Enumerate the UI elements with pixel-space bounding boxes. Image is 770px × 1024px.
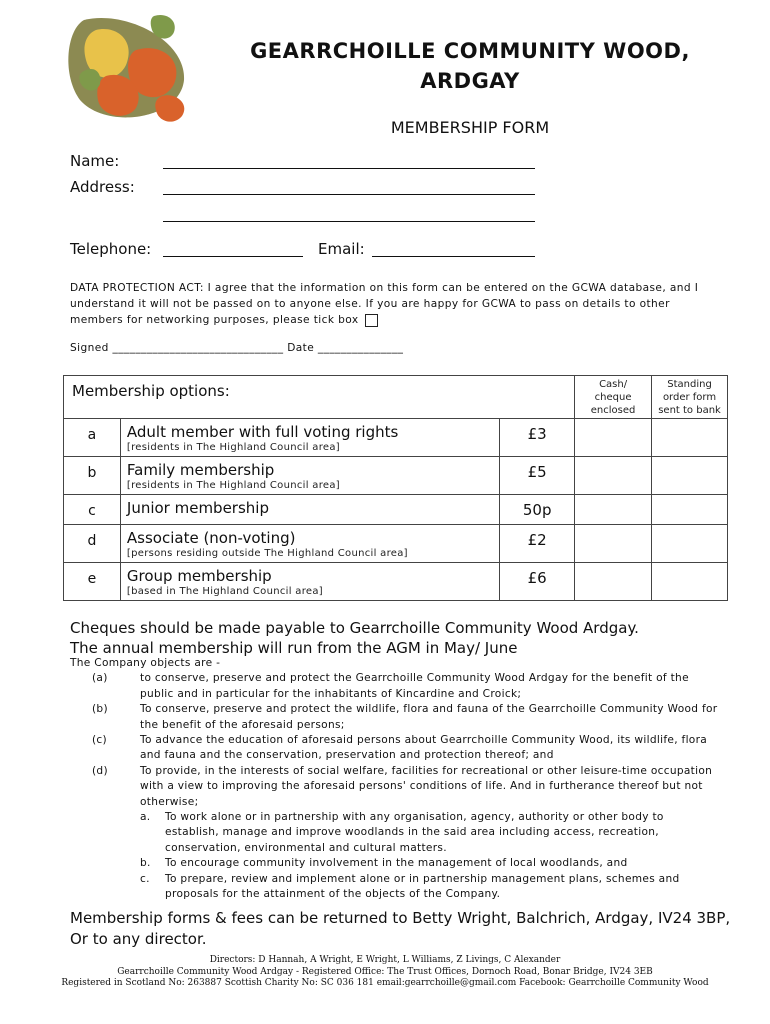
option-title: Associate (non-voting) — [126, 529, 296, 547]
cash-cheque-cell[interactable] — [575, 525, 652, 563]
column-standing-line-3: sent to bank — [658, 405, 721, 416]
option-description — [120, 457, 499, 495]
option-price: £3 — [500, 419, 575, 457]
standing-order-cell[interactable] — [652, 495, 728, 525]
object-text: to conserve, preserve and protect the Gearrchoille Community Wood Ardgay for the benefit of the public and in particular for the inhabitants of Kincardine and Croick; — [140, 672, 689, 700]
telephone-field[interactable] — [163, 256, 303, 257]
option-description — [120, 563, 499, 601]
option-subtitle: [residents in The Highland Council area] — [126, 442, 341, 453]
list-item — [70, 872, 720, 903]
object-text: To advance the education of aforesaid persons about Gearrchoille Community Wood, its wildlife, flora and fauna and the conservation, preservation and protection thereof; and — [140, 734, 708, 762]
table-row — [64, 495, 728, 525]
subobject-key: c. — [140, 872, 150, 885]
list-item — [70, 671, 720, 702]
standing-order-cell[interactable] — [652, 457, 728, 495]
list-item — [70, 702, 720, 733]
column-cash-line-2: cheque — [594, 392, 632, 403]
column-standing-line-1: Standing — [667, 379, 712, 390]
table-row — [64, 457, 728, 495]
option-price: £2 — [500, 525, 575, 563]
object-key: (b) — [92, 703, 108, 716]
option-price: £6 — [500, 563, 575, 601]
telephone-label: Telephone: — [70, 240, 152, 258]
payment-notes — [70, 618, 639, 658]
address-field-line-2[interactable] — [163, 221, 535, 222]
column-cash-line-1: Cash/ — [599, 379, 628, 390]
option-subtitle: [persons residing outside The Highland Council area] — [126, 548, 408, 559]
option-title: Adult member with full voting rights — [126, 423, 399, 441]
option-price: 50p — [500, 495, 575, 525]
cheque-payable-note: Cheques should be made payable to Gearrchoille Community Wood Ardgay. — [70, 619, 639, 637]
option-letter: a — [64, 419, 121, 457]
option-title: Family membership — [126, 461, 275, 479]
option-description — [120, 495, 499, 525]
table-row — [64, 563, 728, 601]
list-item — [70, 810, 720, 856]
subobject-text: To work alone or in partnership with any organisation, agency, authority or other body to establish, manage and improve woodlands in the said area including access, recreation, conservation, environmental and cultural matters. — [165, 811, 664, 854]
option-letter: b — [64, 457, 121, 495]
return-instructions — [70, 908, 730, 950]
cash-cheque-cell[interactable] — [575, 495, 652, 525]
subobject-key: b. — [140, 857, 151, 870]
column-cash-cheque — [575, 376, 652, 419]
object-text: To provide, in the interests of social welfare, facilities for recreational or other leisure-time occupation with a view to improving the aforesaid persons' conditions of life. And in furtherance thereof but not otherwise; — [140, 764, 713, 808]
list-item — [70, 856, 720, 871]
cash-cheque-cell[interactable] — [575, 457, 652, 495]
option-title: Group membership — [126, 567, 272, 585]
address-label: Address: — [70, 178, 135, 196]
footer-registered-office: Gearrchoille Community Wood Ardgay - Registered Office: The Trust Offices, Dornoch Road, Bonar Bridge, IV24 3EB — [117, 966, 653, 977]
title-line-2: ARDGAY — [420, 69, 520, 93]
footer-directors: Directors: D Hannah, A Wright, E Wright, L Williams, Z Livings, C Alexander — [209, 955, 561, 965]
date-field[interactable]: _______________ — [317, 342, 404, 354]
name-field[interactable] — [163, 168, 535, 169]
return-alternative: Or to any director. — [70, 930, 207, 948]
footer — [0, 955, 770, 990]
object-key: (a) — [92, 672, 108, 685]
column-cash-line-3: enclosed — [590, 405, 636, 416]
data-protection-notice — [70, 280, 720, 328]
option-price: £5 — [500, 457, 575, 495]
option-letter: d — [64, 525, 121, 563]
object-text: To conserve, preserve and protect the wildlife, flora and fauna of the Gearrchoille Community Wood for the benefit of the aforesaid persons; — [140, 703, 718, 731]
option-description — [120, 419, 499, 457]
signed-label: Signed — [70, 342, 109, 354]
column-standing-line-2: order form — [662, 392, 717, 403]
leaf-logo-icon — [66, 10, 198, 128]
name-label: Name: — [70, 152, 120, 170]
table-header-row — [64, 376, 728, 419]
standing-order-cell[interactable] — [652, 525, 728, 563]
standing-order-cell[interactable] — [652, 563, 728, 601]
email-label: Email: — [318, 240, 365, 258]
column-standing-order — [652, 376, 728, 419]
option-subtitle: [residents in The Highland Council area] — [126, 480, 341, 491]
standing-order-cell[interactable] — [652, 419, 728, 457]
option-letter: e — [64, 563, 121, 601]
membership-options-heading: Membership options: — [64, 376, 575, 419]
table-row — [64, 525, 728, 563]
object-key: (d) — [92, 764, 108, 777]
data-protection-text: DATA PROTECTION ACT: I agree that the information on this form can be entered on the GCWA database, and I understand it will not be passed on to anyone else. If you are happy for GCWA to pass on details to other members for networking purposes, please tick box — [70, 282, 699, 326]
date-label: Date — [287, 342, 315, 354]
cash-cheque-cell[interactable] — [575, 419, 652, 457]
membership-period-note: The annual membership will run from the AGM in May/ June — [70, 639, 518, 657]
option-subtitle: [based in The Highland Council area] — [126, 586, 323, 597]
membership-options-table — [63, 375, 728, 601]
list-item — [70, 764, 720, 810]
email-field[interactable] — [372, 256, 535, 257]
page-title — [210, 36, 730, 96]
consent-checkbox[interactable] — [365, 314, 378, 327]
company-objects — [70, 656, 720, 903]
object-key: (c) — [92, 734, 107, 747]
footer-registration: Registered in Scotland No: 263887 Scottish Charity No: SC 036 181 email:gearrchoille@gmail.com Facebook: Gearrchoille Community Wood — [61, 978, 709, 988]
title-line-1: GEARRCHOILLE COMMUNITY WOOD, — [250, 39, 690, 63]
objects-intro: The Company objects are - — [70, 657, 221, 669]
signature-row — [70, 342, 403, 354]
form-subtitle: MEMBERSHIP FORM — [390, 118, 550, 137]
signed-field[interactable]: ______________________________ — [112, 342, 284, 354]
address-field-line-1[interactable] — [163, 194, 535, 195]
subobject-text: To prepare, review and implement alone or in partnership management plans, schemes and proposals for the attainment of the objects of the Company. — [165, 872, 680, 901]
table-row — [64, 419, 728, 457]
subobject-key: a. — [140, 811, 151, 824]
cash-cheque-cell[interactable] — [575, 563, 652, 601]
subobject-text: To encourage community involvement in the management of local woodlands, and — [165, 857, 628, 870]
option-title: Junior membership — [126, 499, 269, 517]
option-letter: c — [64, 495, 121, 525]
list-item — [70, 733, 720, 764]
return-address: Membership forms & fees can be returned to Betty Wright, Balchrich, Ardgay, IV24 3BP, — [70, 909, 731, 927]
option-description — [120, 525, 499, 563]
